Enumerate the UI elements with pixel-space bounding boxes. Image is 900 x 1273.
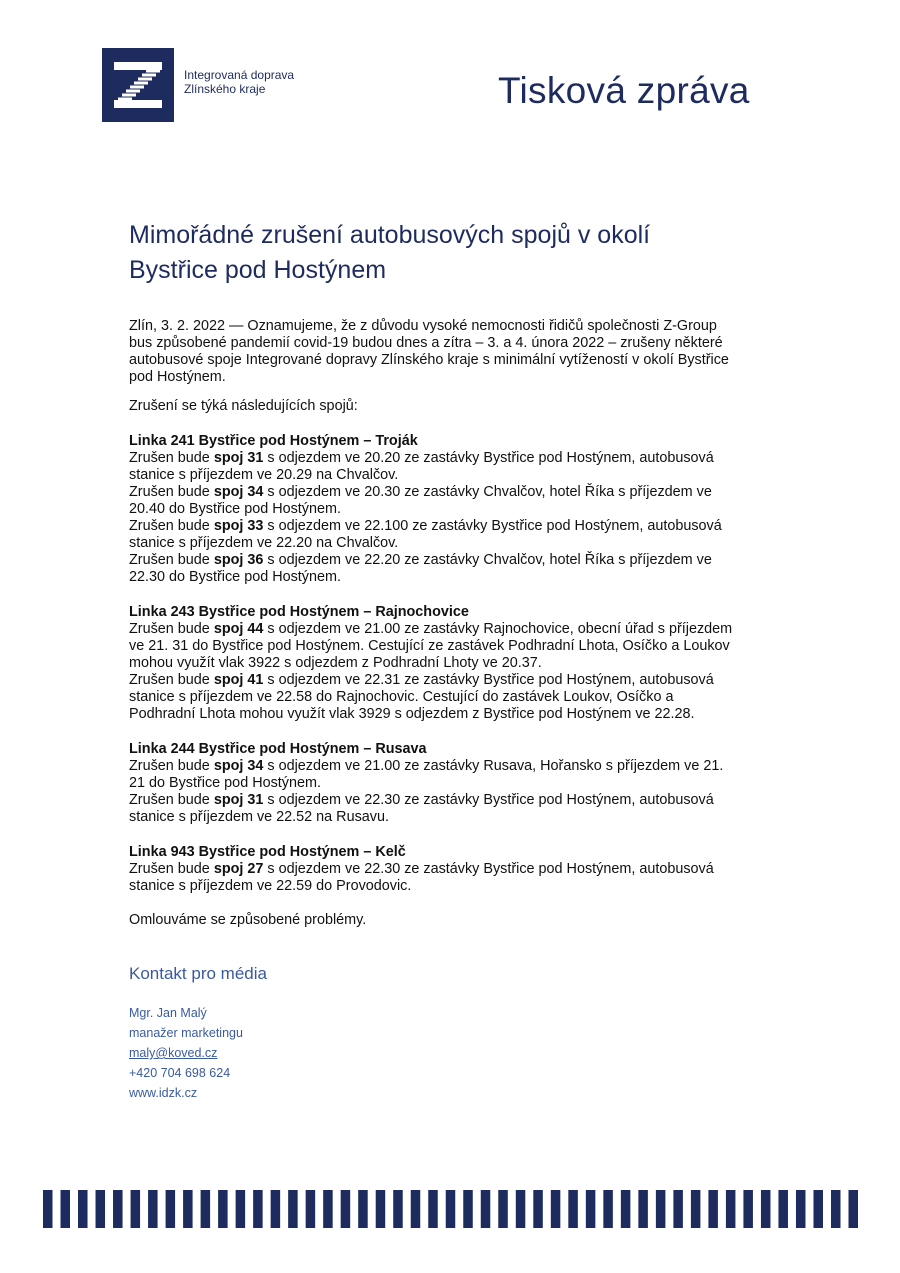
connection-number: spoj 34 (213, 758, 264, 774)
section-line: Zrušen bude spoj 33 s odjezdem ve 22.100 ze zastávky Bystřice pod Hostýnem, autobusová (129, 518, 722, 534)
connection-number: spoj 27 (213, 861, 264, 877)
org-line-2: Zlínského kraje (184, 82, 266, 96)
stripe-bar (428, 1190, 438, 1228)
section-title: Linka 244 Bystřice pod Hostýnem – Rusava (129, 741, 427, 757)
section-title: Linka 243 Bystřice pod Hostýnem – Rajnochovice (129, 604, 469, 620)
stripe-bar (533, 1190, 543, 1228)
section-line: Zrušen bude spoj 31 s odjezdem ve 22.30 ze zastávky Bystřice pod Hostýnem, autobusová (129, 792, 714, 808)
stripe-bar (831, 1190, 841, 1228)
logo (102, 48, 174, 122)
stripe-bar (341, 1190, 351, 1228)
stripe-bar (288, 1190, 298, 1228)
contact-web: www.idzk.cz (129, 1086, 198, 1100)
section-line: ve 21. 31 do Bystřice pod Hostýnem. Cestující ze zastávek Podhradní Lhota, Osíčko a Loukov (129, 638, 730, 654)
section-line: Zrušen bude spoj 34 s odjezdem ve 20.30 ze zastávky Chvalčov, hotel Říka s příjezdem ve (129, 484, 712, 500)
contact-phone: +420 704 698 624 (129, 1066, 231, 1080)
stripe-bar (498, 1190, 508, 1228)
stripe-bar (568, 1190, 578, 1228)
stripe-bar (393, 1190, 403, 1228)
stripe-bar (358, 1190, 368, 1228)
connection-number: spoj 31 (213, 792, 264, 808)
stripe-bar (481, 1190, 491, 1228)
stripe-bar (376, 1190, 386, 1228)
stripe-bar (113, 1190, 123, 1228)
section-title: Linka 241 Bystřice pod Hostýnem – Troják (129, 433, 418, 449)
line-section (129, 844, 774, 895)
contact-email-link[interactable]: maly@koved.cz (129, 1046, 218, 1060)
section-line: 20.40 do Bystřice pod Hostýnem. (129, 501, 341, 517)
stripe-bar (61, 1190, 71, 1228)
headline-line-1: Mimořádné zrušení autobusových spojů v okolí (129, 221, 651, 249)
section-line: Zrušen bude spoj 31 s odjezdem ve 20.20 ze zastávky Bystřice pod Hostýnem, autobusová (129, 450, 714, 466)
section-line: Zrušen bude spoj 27 s odjezdem ve 22.30 ze zastávky Bystřice pod Hostýnem, autobusová (129, 861, 714, 877)
stripe-bar (796, 1190, 806, 1228)
intro-line-3: autobusové spoje Integrované dopravy Zlínského kraje s minimální vytížeností v okolí Bystřice (129, 352, 729, 368)
intro-line-4: pod Hostýnem. (129, 369, 226, 385)
section-line: stanice s příjezdem ve 22.59 do Provodovic. (129, 878, 412, 894)
stripe-bar (131, 1190, 141, 1228)
section-line: Zrušen bude spoj 41 s odjezdem ve 22.31 ze zastávky Bystřice pod Hostýnem, autobusová (129, 672, 714, 688)
dateline: Zlín, 3. 2. 2022 — (129, 318, 244, 334)
stripe-bar (813, 1190, 823, 1228)
stripe-bar (166, 1190, 176, 1228)
closing-line: Omlouváme se způsobené problémy. (129, 912, 367, 928)
document-type: Tisková zpráva (498, 70, 750, 111)
stripe-bar (726, 1190, 736, 1228)
line-section (129, 741, 774, 826)
connection-number: spoj 41 (213, 672, 264, 688)
stripe-bar (743, 1190, 753, 1228)
stripe-bar (551, 1190, 561, 1228)
line-sections (129, 433, 774, 895)
intro-line-2: bus způsobené pandemií covid-19 budou dnes a zítra – 3. a 4. února 2022 – zrušeny některé (129, 335, 723, 351)
stripe-bar (218, 1190, 228, 1228)
stripe-bar (78, 1190, 88, 1228)
stripe-bar (621, 1190, 631, 1228)
connection-number: spoj 33 (213, 518, 264, 534)
stripe-bar (411, 1190, 421, 1228)
stripe-bar (236, 1190, 246, 1228)
section-line: Podhradní Lhota mohou využít vlak 3929 s odjezdem z Bystřice pod Hostýnem ve 22.28. (129, 706, 695, 722)
line-section (129, 433, 774, 586)
headline-line-2: Bystřice pod Hostýnem (129, 256, 387, 284)
stripe-bar (761, 1190, 771, 1228)
section-line: 22.30 do Bystřice pod Hostýnem. (129, 569, 341, 585)
contact-role: manažer marketingu (129, 1026, 243, 1040)
article-body (129, 318, 774, 929)
stripe-bar (586, 1190, 596, 1228)
section-title: Linka 943 Bystřice pod Hostýnem – Kelč (129, 844, 406, 860)
intro-paragraph (129, 318, 774, 386)
section-line: Zrušen bude spoj 44 s odjezdem ve 21.00 ze zastávky Rajnochovice, obecní úřad s příjezdem (129, 621, 733, 637)
stripe-bar (148, 1190, 158, 1228)
section-line: mohou využít vlak 3922 s odjezdem z Podhradní Lhoty ve 20.37. (129, 655, 542, 671)
stripe-bar (253, 1190, 263, 1228)
org-line-1: Integrovaná doprava (184, 68, 295, 82)
z-logo-icon (102, 48, 174, 122)
stripe-bar (673, 1190, 683, 1228)
headline (129, 218, 769, 288)
stripe-bar (96, 1190, 106, 1228)
intro-line-1: Oznamujeme, že z důvodu vysoké nemocnosti řidičů společnosti Z-Group (243, 318, 717, 334)
stripe-bar (638, 1190, 648, 1228)
stripe-bar (849, 1190, 859, 1228)
contact-name: Mgr. Jan Malý (129, 1006, 207, 1020)
stripe-bar (271, 1190, 281, 1228)
stripe-bar (446, 1190, 456, 1228)
section-line: Zrušen bude spoj 36 s odjezdem ve 22.20 ze zastávky Chvalčov, hotel Říka s příjezdem ve (129, 552, 712, 568)
contact-block (129, 1003, 243, 1103)
stripe-bar (463, 1190, 473, 1228)
connection-number: spoj 44 (213, 621, 264, 637)
connection-number: spoj 36 (213, 552, 264, 568)
stripe-bar-decoration (43, 1190, 858, 1228)
contact-title: Kontakt pro média (129, 964, 267, 983)
stripe-bar (183, 1190, 193, 1228)
stripe-bar (603, 1190, 613, 1228)
stripe-bar (708, 1190, 718, 1228)
line-section (129, 604, 774, 723)
affects-line: Zrušení se týká následujících spojů: (129, 398, 358, 414)
section-line: stanice s příjezdem ve 22.20 na Chvalčov. (129, 535, 399, 551)
section-line: 21 do Bystřice pod Hostýnem. (129, 775, 321, 791)
stripe-bar (516, 1190, 526, 1228)
stripe-bar (691, 1190, 701, 1228)
section-line: stanice s příjezdem ve 22.58 do Rajnochovic. Cestující do zastávek Loukov, Osíčko a (129, 689, 674, 705)
stripe-bar (778, 1190, 788, 1228)
section-line: stanice s příjezdem ve 22.52 na Rusavu. (129, 809, 389, 825)
stripe-bar (656, 1190, 666, 1228)
stripe-bar (201, 1190, 211, 1228)
organization-name (184, 68, 294, 96)
section-line: stanice s příjezdem ve 20.29 na Chvalčov. (129, 467, 399, 483)
stripe-bar (306, 1190, 316, 1228)
stripe-bar (43, 1190, 53, 1228)
connection-number: spoj 31 (213, 450, 264, 466)
stripe-bar (323, 1190, 333, 1228)
connection-number: spoj 34 (213, 484, 264, 500)
section-line: Zrušen bude spoj 34 s odjezdem ve 21.00 ze zastávky Rusava, Hořansko s příjezdem ve 21. (129, 758, 724, 774)
